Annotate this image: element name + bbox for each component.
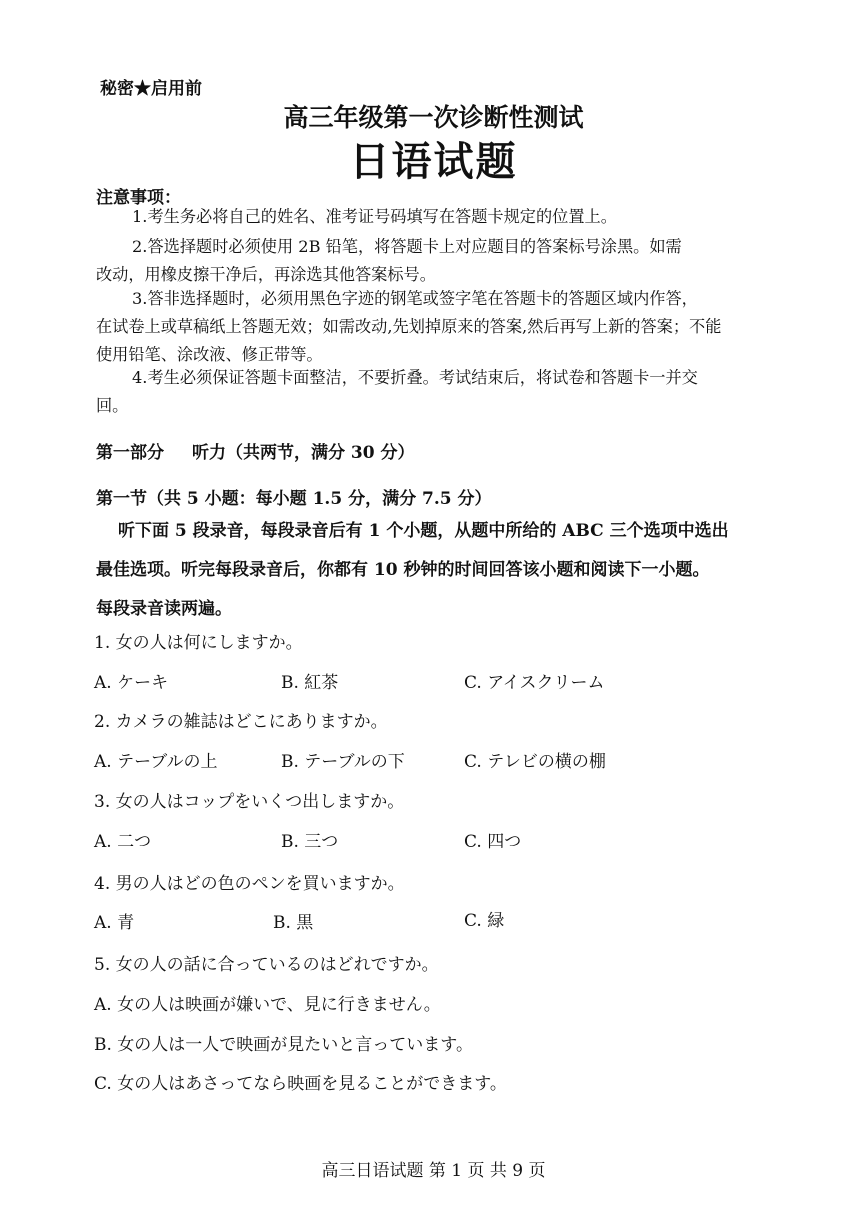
question-2-option-c[interactable]: C. テレビの横の棚 bbox=[464, 752, 606, 772]
rule-text: 1.考生务必将自己的姓名、准考证号码填写在答题卡规定的位置上。 bbox=[132, 207, 617, 226]
question-3-stem: 3. 女の人はコップをいくつ出しますか。 bbox=[94, 792, 405, 812]
rule-text: 3.答非选择题时，必须用黑色字迹的钢笔或签字笔在答题卡的答题区域内作答， bbox=[132, 289, 698, 308]
question-1-option-b[interactable]: B. 紅茶 bbox=[281, 673, 339, 693]
section-heading: 第一节（共 5 小题：每小题 1.5 分，满分 7.5 分） bbox=[96, 489, 492, 509]
question-3-option-b[interactable]: B. 三つ bbox=[281, 832, 339, 852]
rule-text-continued: 使用铅笔、涂改液、修正带等。 bbox=[96, 345, 323, 364]
instruction-line: 每段录音读两遍。 bbox=[96, 599, 232, 619]
question-3-option-a[interactable]: A. 二つ bbox=[94, 832, 152, 852]
part-title: 听力（共两节，满分 30 分） bbox=[192, 443, 415, 463]
question-1-option-a[interactable]: A. ケーキ bbox=[94, 673, 169, 693]
confidential-mark: 秘密★启用前 bbox=[100, 79, 202, 99]
subject-title: 日语试题 bbox=[349, 138, 518, 185]
notice-rule-4 bbox=[96, 364, 816, 420]
question-4-option-a[interactable]: A. 青 bbox=[94, 913, 135, 933]
part-heading bbox=[96, 438, 415, 463]
question-3-option-c[interactable]: C. 四つ bbox=[464, 832, 522, 852]
rule-text: 4.考生必须保证答题卡面整洁，不要折叠。考试结束后，将试卷和答题卡一并交 bbox=[132, 368, 698, 387]
question-1-stem: 1. 女の人は何にしますか。 bbox=[94, 633, 303, 653]
notice-rule-1 bbox=[96, 203, 816, 231]
part-label: 第一部分 bbox=[96, 443, 164, 463]
rule-text-continued: 改动，用橡皮擦干净后，再涂选其他答案标号。 bbox=[96, 265, 436, 284]
page-footer: 高三日语试题 第 1 页 共 9 页 bbox=[321, 1161, 546, 1181]
question-4-stem: 4. 男の人はどの色のペンを買いますか。 bbox=[94, 874, 405, 894]
exam-title: 高三年级第一次诊断性测试 bbox=[283, 103, 584, 132]
rule-text-continued: 在试卷上或草稿纸上答题无效；如需改动,先划掉原来的答案,然后再写上新的答案；不能 bbox=[96, 317, 722, 336]
question-5-option-c[interactable]: C. 女の人はあさってなら映画を見ることができます。 bbox=[94, 1074, 507, 1094]
question-2-stem: 2. カメラの雑誌はどこにありますか。 bbox=[94, 712, 388, 732]
rule-text: 2.答选择题时必须使用 2B 铅笔，将答题卡上对应题目的答案标号涂黑。如需 bbox=[132, 237, 682, 256]
instruction-line: 听下面 5 段录音，每段录音后有 1 个小题，从题中所给的 ABC 三个选项中选出 bbox=[118, 521, 729, 541]
notice-rule-2 bbox=[96, 233, 816, 289]
rule-text-continued: 回。 bbox=[96, 396, 129, 415]
question-4-option-c[interactable]: C. 緑 bbox=[464, 911, 505, 931]
notice-rule-3 bbox=[96, 285, 816, 369]
question-2-option-a[interactable]: A. テーブルの上 bbox=[94, 752, 218, 772]
question-5-option-a[interactable]: A. 女の人は映画が嫌いで、見に行きません。 bbox=[94, 995, 441, 1015]
question-5-option-b[interactable]: B. 女の人は一人で映画が見たいと言っています。 bbox=[94, 1035, 473, 1055]
question-2-option-b[interactable]: B. テーブルの下 bbox=[281, 752, 405, 772]
section-instructions bbox=[96, 512, 816, 629]
question-5-stem: 5. 女の人の話に合っているのはどれですか。 bbox=[94, 955, 439, 975]
notice-heading: 注意事项： bbox=[96, 188, 181, 208]
question-4-option-b[interactable]: B. 黒 bbox=[273, 913, 314, 933]
question-1-option-c[interactable]: C. アイスクリーム bbox=[464, 673, 605, 693]
instruction-line: 最佳选项。听完每段录音后，你都有 10 秒钟的时间回答该小题和阅读下一小题。 bbox=[96, 560, 710, 580]
